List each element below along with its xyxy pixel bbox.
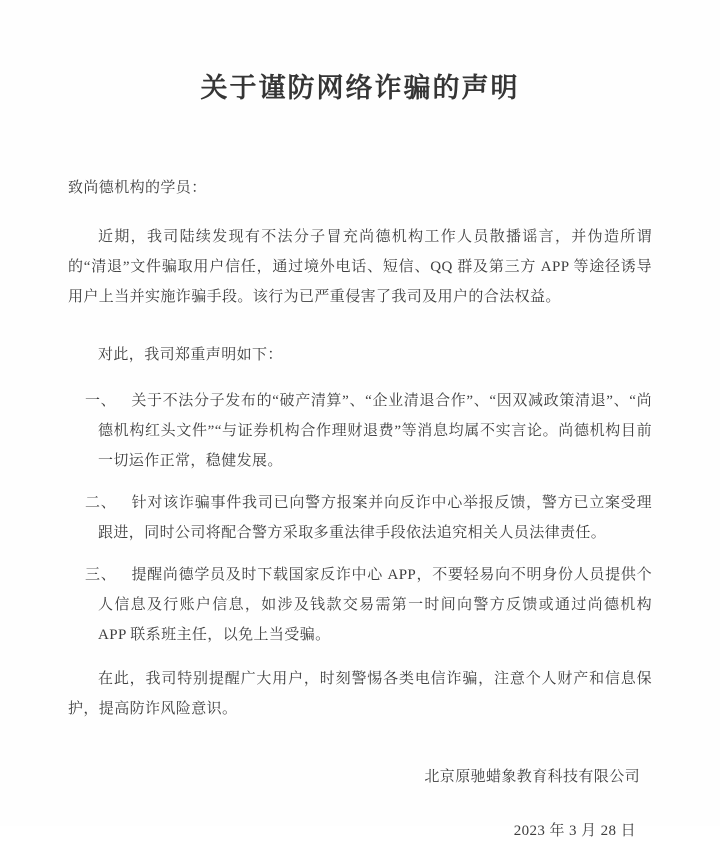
- declaration-lead: 对此，我司郑重声明如下：: [98, 347, 283, 363]
- item-2-text: 针对该诈骗事件我司已向警方报案并向反诈中心举报反馈，警方已立案受理跟进，同时公司将配合警方采取多重法律手段依法追究相关人员法律责任。: [98, 495, 652, 541]
- item-3-text: 提醒尚德学员及时下载国家反诈中心 APP，不要轻易向不明身份人员提供个人信息及行账户信息，如涉及钱款交易需第一时间向警方反馈或通过尚德机构 APP 联系班主任，以免上当受骗。: [98, 567, 652, 643]
- statement-item-3: [85, 560, 652, 650]
- intro-paragraph: 近期，我司陆续发现有不法分子冒充尚德机构工作人员散播谣言，并伪造所谓的“清退”文件骗取用户信任，通过境外电话、短信、QQ 群及第三方 APP 等途径诱导用户上当并实施诈骗手段。该行为已严重侵害了我司及用户的合法权益。: [68, 229, 652, 305]
- item-1-text: 关于不法分子发布的“破产清算”、“企业清退合作”、“因双减政策清退”、“尚德机构红头文件”“与证券机构合作理财退费”等消息均属不实言论。尚德机构目前一切运作正常，稳健发展。: [98, 393, 652, 469]
- statement-item-1: [85, 386, 652, 476]
- document-title: 关于谨防网络诈骗的声明: [200, 73, 520, 103]
- item-2-number: 二、: [85, 495, 117, 511]
- closing-paragraph: 在此，我司特别提醒广大用户，时刻警惕各类电信诈骗，注意个人财产和信息保护，提高防诈风险意识。: [68, 671, 652, 717]
- item-1-number: 一、: [85, 393, 117, 409]
- statement-item-2: [85, 488, 652, 548]
- statement-date: 2023 年 3 月 28 日: [513, 823, 636, 839]
- company-signature: 北京原驰蜡象教育科技有限公司: [424, 769, 640, 785]
- salutation: 致尚德机构的学员：: [68, 180, 207, 196]
- item-3-number: 三、: [85, 567, 117, 583]
